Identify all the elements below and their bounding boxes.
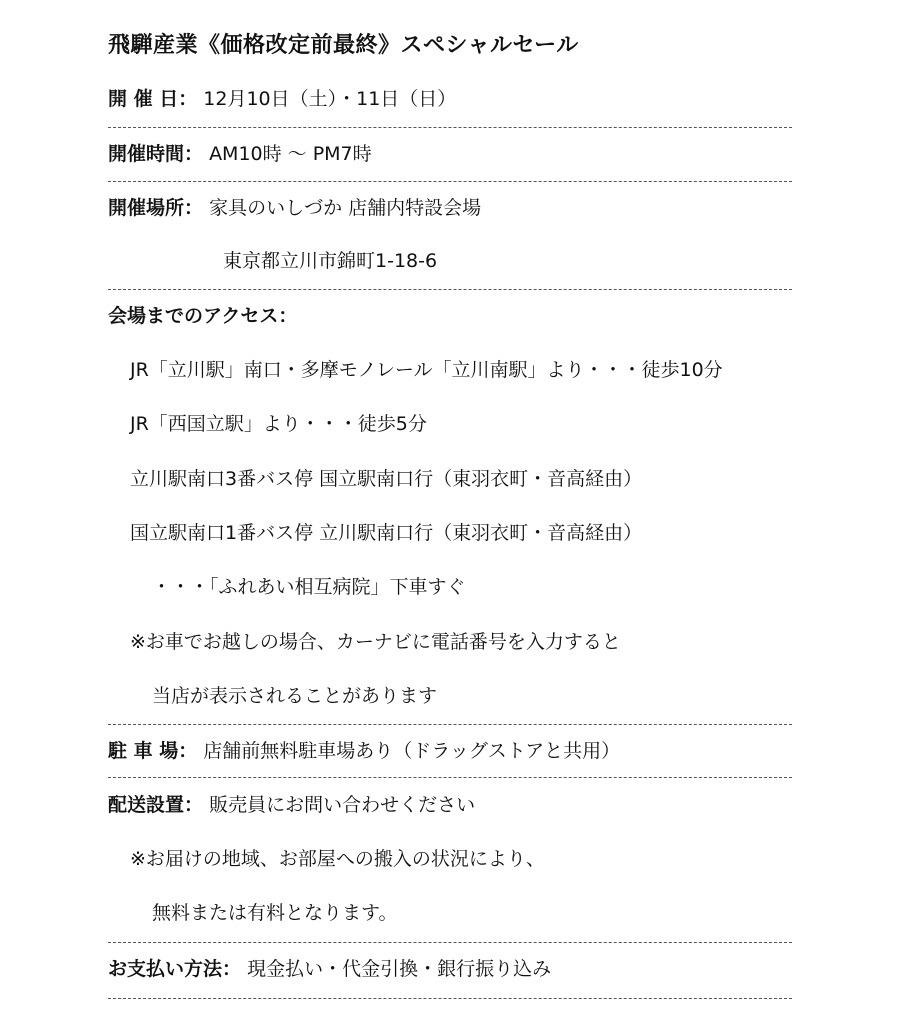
venue-value: 家具のいしづか 店舗内特設会場 — [209, 197, 482, 219]
page-title: 飛騨産業《価格改定前最終》スペシャルセール — [108, 33, 579, 58]
dates-value: 12月10日（土）・11日（日） — [203, 88, 457, 110]
access-note: 当店が表示されることがあります — [152, 685, 438, 707]
divider — [108, 777, 792, 778]
hours-label: 開催時間： — [108, 143, 204, 165]
delivery-note: ※お届けの地域、お部屋への搬入の状況により、 — [130, 848, 545, 870]
divider — [108, 127, 792, 128]
parking-value: 店舗前無料駐車場あり（ドラッグストアと共用） — [203, 740, 621, 762]
access-heading: 会場までのアクセス： — [108, 305, 298, 327]
divider — [108, 998, 792, 999]
access-line: ・・・「ふれあい相互病院」下車すぐ — [152, 576, 466, 598]
divider — [108, 289, 792, 290]
divider — [108, 942, 792, 943]
delivery-note: 無料または有料となります。 — [152, 902, 398, 924]
access-label — [108, 303, 297, 329]
delivery-label: 配送設置： — [108, 794, 204, 816]
parking-label: 駐 車 場： — [108, 740, 198, 762]
delivery-row — [108, 792, 475, 818]
access-line: 立川駅南口3番バス停 国立駅南口行（東羽衣町・音高経由） — [130, 468, 643, 490]
divider — [108, 181, 792, 182]
parking-row — [108, 738, 620, 764]
access-line: 国立駅南口1番バス停 立川駅南口行（東羽衣町・音高経由） — [130, 522, 643, 544]
venue-label: 開催場所： — [108, 197, 204, 219]
payment-value: 現金払い・代金引換・銀行振り込み — [247, 958, 552, 980]
venue-row — [108, 195, 481, 221]
access-note: ※お車でお越しの場合、カーナビに電話番号を入力すると — [130, 631, 621, 653]
access-line: JR「西国立駅」より・・・徒歩5分 — [130, 413, 427, 435]
access-line: JR「立川駅」南口・多摩モノレール「立川南駅」より・・・徒歩10分 — [130, 359, 723, 381]
hours-row — [108, 141, 372, 167]
payment-row — [108, 956, 551, 982]
hours-value: AM10時 ～ PM7時 — [209, 143, 372, 165]
divider — [108, 724, 792, 725]
payment-label: お支払い方法： — [108, 958, 242, 980]
delivery-value: 販売員にお問い合わせください — [209, 794, 476, 816]
dates-row — [108, 86, 456, 112]
dates-label: 開 催 日： — [108, 88, 198, 110]
venue-address: 東京都立川市錦町1-18-6 — [223, 250, 438, 272]
